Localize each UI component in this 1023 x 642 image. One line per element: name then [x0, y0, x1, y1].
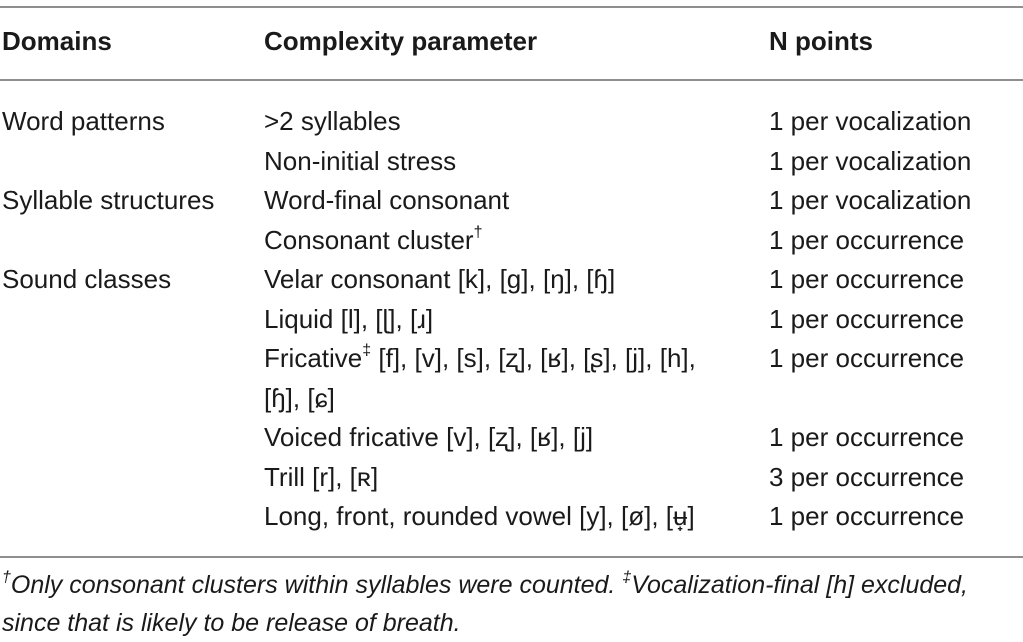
table-row — [0, 418, 1023, 458]
header-complexity-parameter: Complexity parameter — [264, 26, 538, 56]
domain-cell: Syllable structures — [2, 185, 215, 215]
parameter-name: Trill — [264, 461, 305, 492]
parameter-ipa-symbols: [v], [ʐ], [ʁ], [j] — [438, 422, 594, 452]
parameter-name: Voiced fricative — [264, 422, 439, 452]
points-cell: 1 per vocalization — [769, 106, 972, 136]
header-n-points: N points — [769, 26, 873, 56]
bottom-rule — [0, 556, 1023, 558]
parameter-ipa-symbols: [k], [ɡ], [ŋ], [ɧ] — [450, 264, 616, 294]
parameter-ipa-symbols: [r], [ʀ] — [304, 461, 379, 492]
domain-cell: Sound classes — [2, 264, 172, 294]
table-row — [0, 458, 1023, 498]
table-row — [0, 260, 1023, 300]
parameter-name: >2 syllables — [264, 106, 401, 136]
table-header — [0, 24, 1023, 64]
header-domains: Domains — [2, 26, 112, 56]
parameter-ipa-symbols: [y], [ø], [ʉ̟] — [571, 501, 695, 531]
header-rule — [0, 79, 1023, 81]
points-cell: 1 per vocalization — [769, 145, 972, 176]
parameter-name: Non-initial stress — [264, 145, 457, 176]
points-cell: 3 per occurrence — [769, 461, 965, 492]
table-footnote — [2, 566, 1017, 642]
parameter-name: Velar consonant — [264, 264, 451, 294]
parameter-name: Word-final consonant — [264, 185, 510, 215]
parameter-footnote-mark: † — [473, 223, 483, 241]
table-row — [0, 300, 1023, 340]
points-cell: 1 per occurrence — [769, 224, 965, 255]
domain-cell: Word patterns — [2, 106, 165, 136]
points-cell: 1 per occurrence — [769, 303, 965, 334]
table-body — [0, 102, 1023, 537]
table-row — [0, 181, 1023, 221]
top-rule — [0, 6, 1023, 8]
parameter-name: Consonant cluster — [264, 224, 474, 255]
footnote-mark-double-dagger: ‡ — [622, 568, 632, 586]
parameter-name: Long, front, rounded vowel — [264, 501, 572, 531]
parameter-ipa-symbols: [l], [ɭ], [ɹ] — [333, 303, 434, 334]
parameter-cell — [264, 221, 482, 261]
table-row — [0, 102, 1023, 142]
parameter-cell — [264, 181, 509, 221]
parameter-name: Liquid — [264, 303, 334, 334]
table-row — [0, 497, 1023, 537]
parameter-cell — [264, 418, 593, 458]
parameter-name: Fricative — [264, 343, 363, 373]
parameter-cell — [264, 339, 734, 418]
parameter-cell — [264, 260, 615, 300]
parameter-cell — [264, 102, 401, 142]
parameter-cell — [264, 142, 456, 182]
table-row — [0, 339, 1023, 418]
parameter-cell — [264, 458, 378, 498]
footnote-mark-dagger: † — [2, 568, 11, 586]
parameter-cell — [264, 300, 433, 340]
points-cell: 1 per vocalization — [769, 185, 972, 215]
points-cell: 1 per occurrence — [769, 422, 965, 452]
points-cell: 1 per occurrence — [769, 343, 965, 373]
points-cell: 1 per occurrence — [769, 264, 965, 294]
footnote-text-1: Only consonant clusters within syllables were counted. — [10, 571, 623, 599]
points-cell: 1 per occurrence — [769, 501, 965, 531]
parameter-footnote-mark: ‡ — [362, 342, 372, 360]
parameter-ipa-symbols: [f], [v], [s], [ʐ], [ʁ], [ʂ], [j], [h], [ɧ], [ɕ] — [264, 343, 696, 413]
footnote-text-2: Vocalization-final [h] excluded, since that is likely to be release of breath. — [2, 571, 969, 637]
table-row — [0, 221, 1023, 261]
parameter-cell — [264, 497, 695, 537]
table-row — [0, 142, 1023, 182]
